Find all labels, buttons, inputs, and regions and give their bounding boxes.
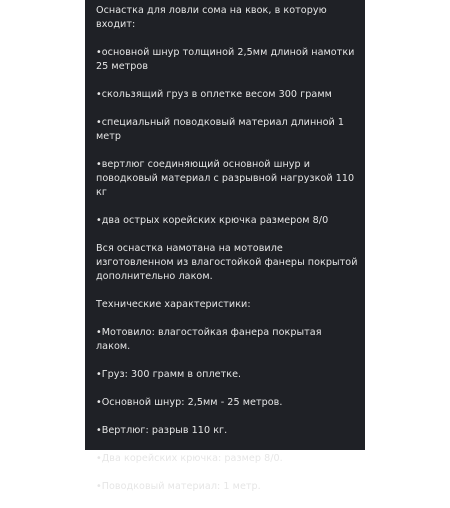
spec-item-sinker: •Груз: 300 грамм в оплетке.: [96, 369, 242, 380]
spec-item-swivel: •Вертлюг: разрыв 110 кг.: [96, 425, 228, 436]
kit-item-leader-material: •специальный поводковый материал длинной 1 метр: [96, 117, 345, 142]
specs-heading: Технические характеристики:: [96, 299, 251, 310]
spec-item-main-line: •Основной шнур: 2,5мм - 25 метров.: [96, 397, 283, 408]
spec-item-leader-material: •Поводковый материал: 1 метр.: [96, 481, 261, 492]
kit-item-swivel: •вертлюг соединяющий основной шнур и поводковый материал с разрывной нагрузкой 110 кг: [96, 159, 355, 198]
description-text-block: [96, 4, 358, 508]
spec-item-winder: •Мотовило: влагостойкая фанера покрытая лаком.: [96, 327, 322, 352]
kit-item-sinker: •скользящий груз в оплетке весом 300 грамм: [96, 89, 332, 100]
kit-item-hooks: •два острых корейских крючка размером 8/0: [96, 215, 329, 226]
kit-item-main-line: •основной шнур толщиной 2,5мм длиной намотки 25 метров: [96, 47, 355, 72]
winding-note-text: Вся оснастка намотана на мотовиле изготовленном из влагостойкой фанеры покрытой дополнительно лаком.: [96, 243, 358, 282]
product-description-panel: [85, 0, 365, 492]
kit-intro-text: Оснастка для ловли сома на квок, в которую входит:: [96, 5, 327, 30]
spec-item-hooks: •Два корейских крючка: размер 8/0.: [96, 453, 283, 464]
